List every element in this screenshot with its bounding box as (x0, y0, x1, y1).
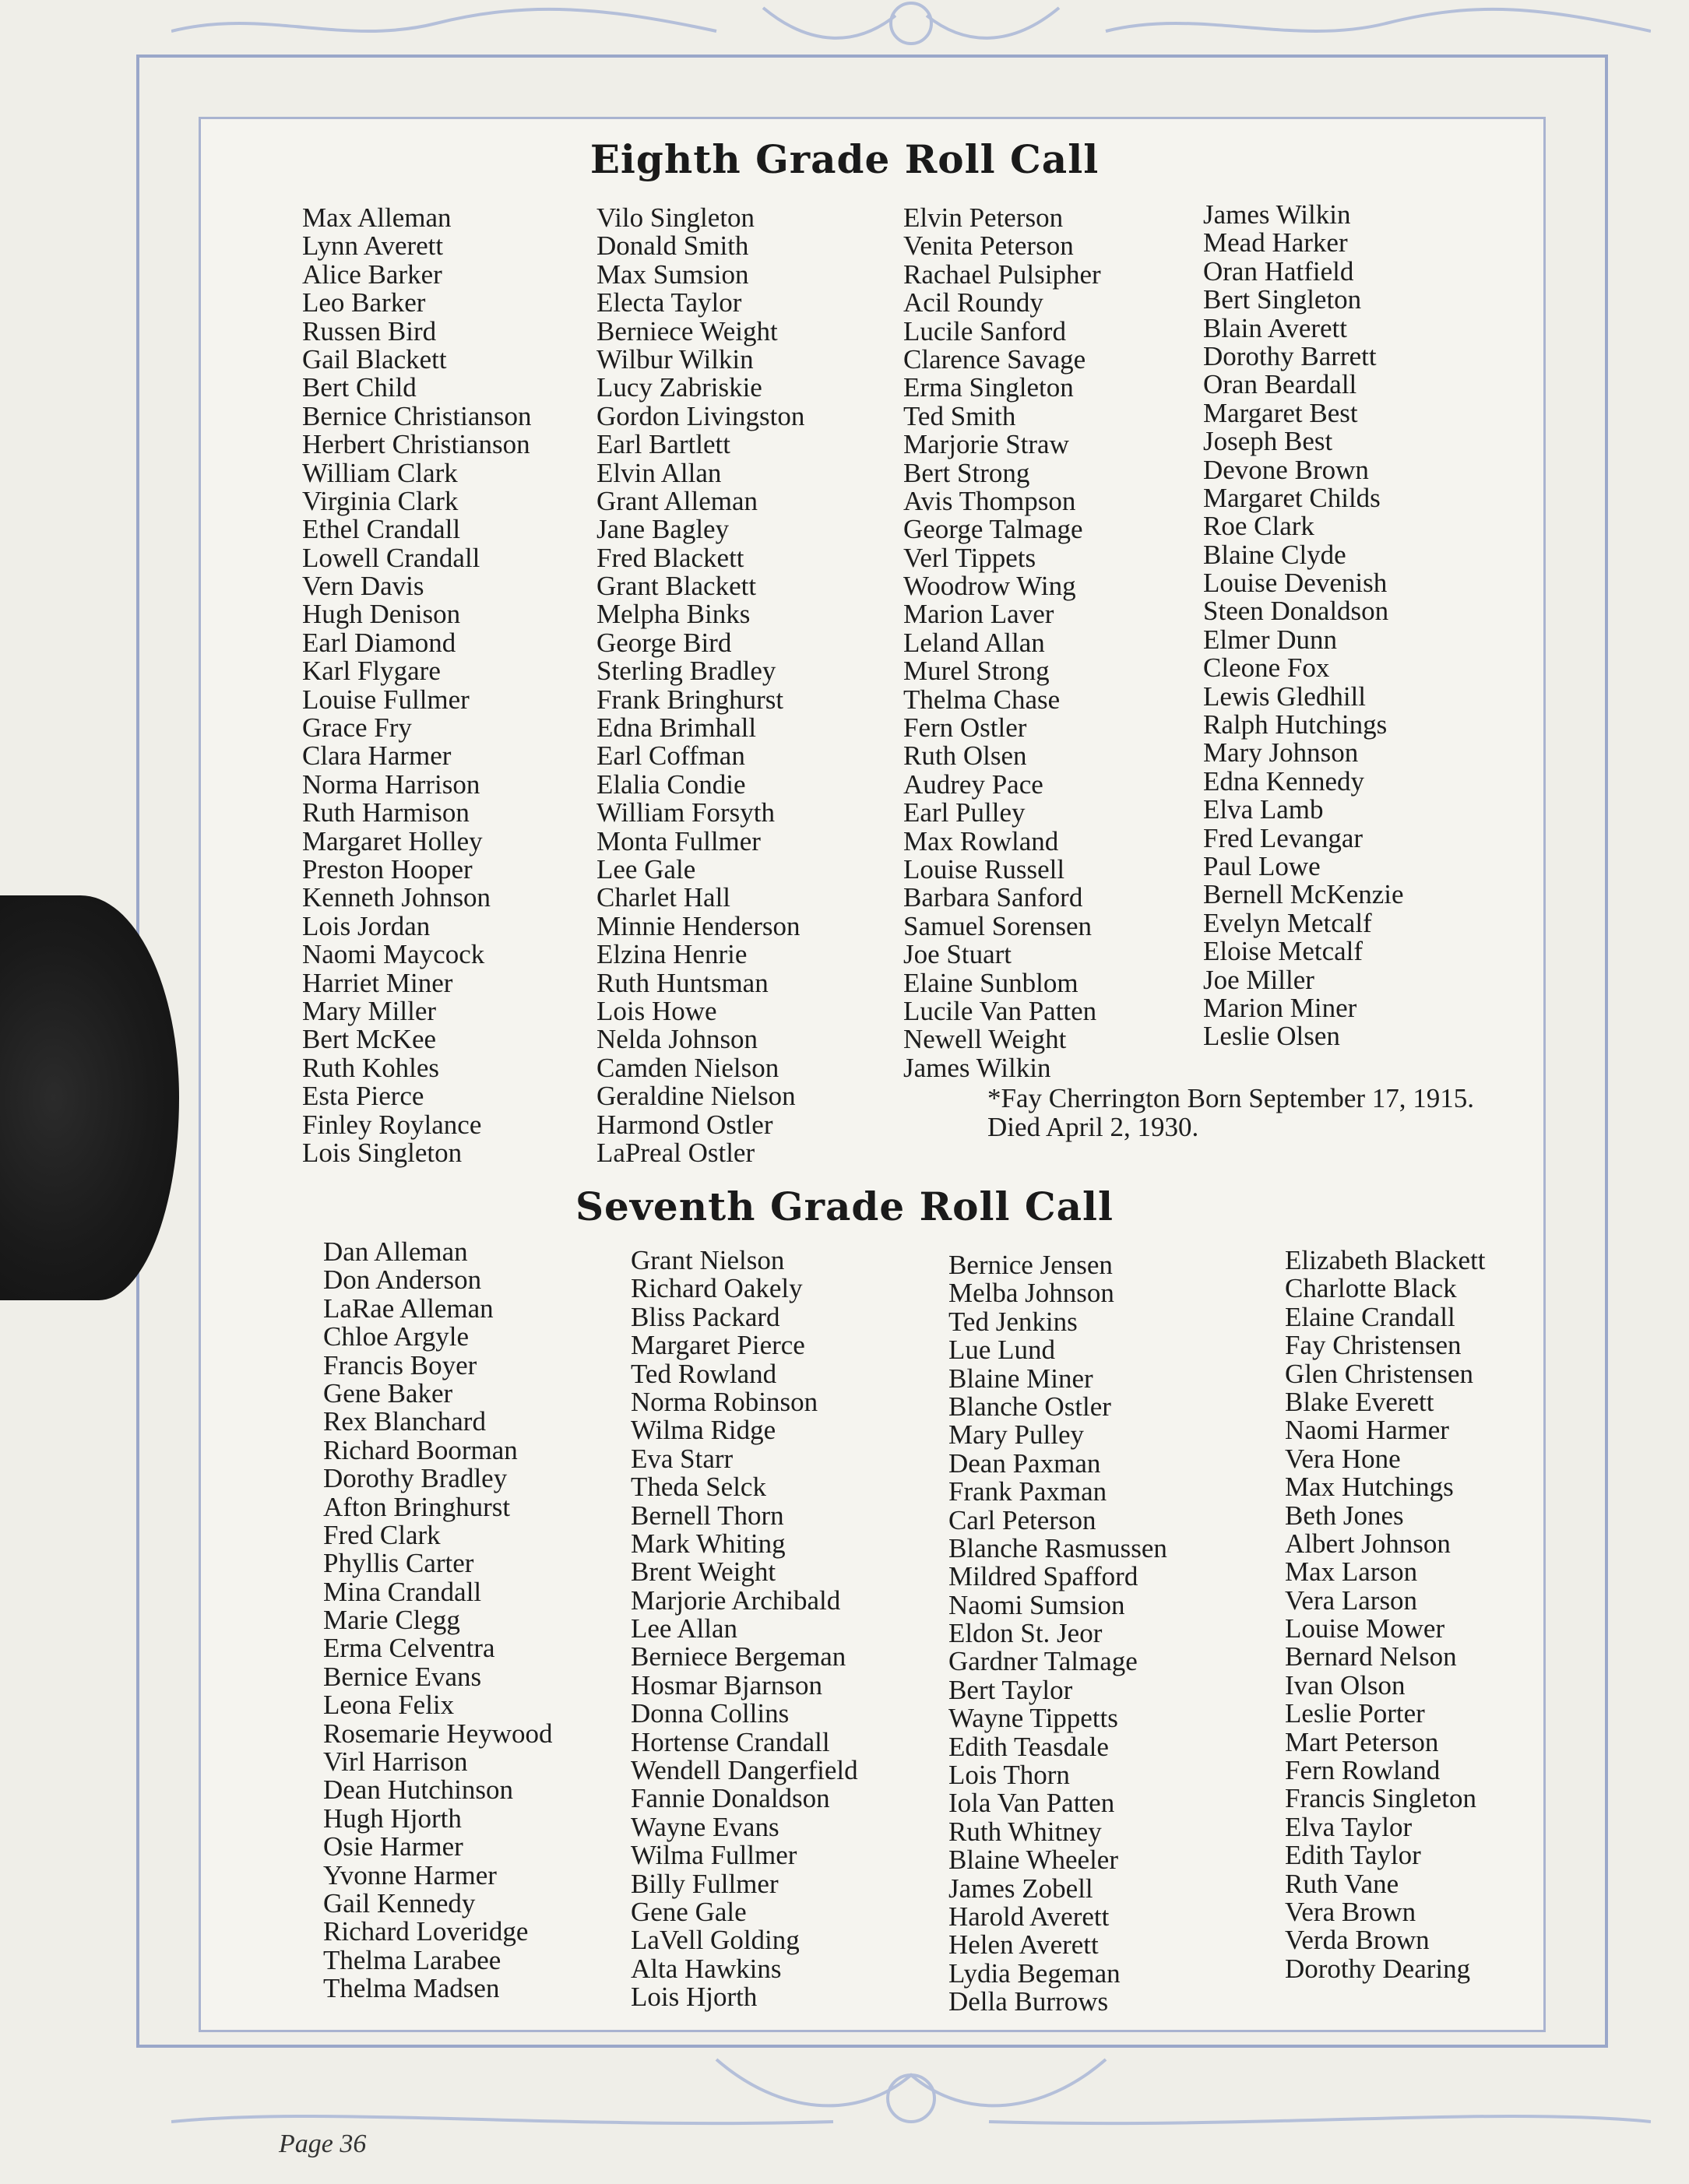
seventh-grade-name: Fannie Donaldson (631, 1783, 830, 1814)
eighth-grade-name: Barbara Sanford (903, 882, 1083, 913)
eighth-grade-name: George Bird (596, 627, 732, 658)
eighth-grade-name: Bert Strong (903, 457, 1030, 488)
eighth-grade-name: Ruth Kohles (302, 1052, 439, 1083)
seventh-grade-name: Dan Alleman (323, 1236, 468, 1267)
seventh-grade-name: Vera Larson (1285, 1584, 1418, 1616)
seventh-grade-name: Ted Jenkins (948, 1306, 1078, 1337)
seventh-grade-name: Gardner Talmage (948, 1646, 1138, 1677)
eighth-grade-name: Naomi Maycock (302, 939, 485, 970)
seventh-grade-name: Leslie Porter (1285, 1698, 1425, 1729)
seventh-grade-name: LaVell Golding (631, 1925, 800, 1956)
eighth-grade-name: Monta Fullmer (596, 825, 761, 856)
seventh-grade-name: Billy Fullmer (631, 1868, 779, 1899)
seventh-grade-name: Marjorie Archibald (631, 1584, 841, 1616)
seventh-grade-name: Bernice Jensen (948, 1250, 1113, 1280)
eighth-grade-name: Mead Harker (1203, 227, 1348, 258)
seventh-grade-name: Richard Boorman (323, 1434, 518, 1465)
eighth-grade-name: Leland Allan (903, 627, 1045, 658)
eighth-grade-name: Elva Lamb (1203, 794, 1324, 825)
seventh-grade-name: Fred Clark (323, 1519, 441, 1550)
eighth-grade-name: Vilo Singleton (596, 202, 755, 233)
seventh-grade-name: Ivan Olson (1285, 1669, 1406, 1700)
eighth-grade-name: Joe Stuart (903, 939, 1012, 970)
eighth-grade-name: Avis Thompson (903, 485, 1076, 516)
eighth-grade-name: Lynn Averett (302, 230, 444, 262)
seventh-grade-name: Blake Everett (1285, 1386, 1434, 1417)
seventh-grade-name: Dorothy Dearing (1285, 1953, 1471, 1984)
eighth-grade-name: Electa Taylor (596, 287, 742, 318)
seventh-grade-name: Margaret Pierce (631, 1330, 805, 1361)
eighth-grade-name: Leo Barker (302, 287, 426, 318)
seventh-grade-name: Glen Christensen (1285, 1358, 1474, 1389)
eighth-grade-name: Herbert Christianson (302, 429, 530, 460)
seventh-grade-name: Gene Baker (323, 1377, 453, 1409)
eighth-grade-name: Fern Ostler (903, 712, 1027, 744)
seventh-grade-name: Blanche Ostler (948, 1391, 1111, 1422)
seventh-grade-name: Mart Peterson (1285, 1726, 1439, 1757)
eighth-grade-name: Donald Smith (596, 230, 749, 262)
eighth-grade-name: Gordon Livingston (596, 400, 805, 431)
eighth-grade-title: Eighth Grade Roll Call (589, 136, 1100, 182)
seventh-grade-name: Afton Bringhurst (323, 1491, 511, 1522)
seventh-grade-name: Albert Johnson (1285, 1528, 1451, 1559)
seventh-grade-name: Lois Hjorth (631, 1982, 758, 2013)
seventh-grade-name: LaRae Alleman (323, 1292, 494, 1324)
seventh-grade-name: Donna Collins (631, 1698, 790, 1729)
eighth-grade-name: Devone Brown (1203, 454, 1369, 485)
seventh-grade-name: Iola Van Patten (948, 1788, 1115, 1819)
seventh-grade-name: Richard Oakely (631, 1273, 803, 1304)
eighth-grade-name: Camden Nielson (596, 1052, 779, 1083)
seventh-grade-name: Don Anderson (323, 1264, 482, 1296)
seventh-grade-name: Osie Harmer (323, 1831, 463, 1862)
eighth-grade-name: James Wilkin (1203, 199, 1351, 230)
seventh-grade-name: Dorothy Bradley (323, 1463, 508, 1494)
eighth-grade-name: Dorothy Barrett (1203, 340, 1377, 371)
seventh-grade-name: Helen Averett (948, 1929, 1099, 1961)
eighth-grade-name: Geraldine Nielson (596, 1081, 796, 1112)
eighth-grade-name: Max Alleman (302, 202, 452, 233)
seventh-grade-name: Wendell Dangerfield (631, 1755, 858, 1786)
eighth-grade-name: Clarence Savage (903, 343, 1086, 375)
seventh-grade-name: Bernard Nelson (1285, 1641, 1457, 1672)
eighth-grade-name: Margaret Childs (1203, 482, 1381, 513)
eighth-grade-name: Joe Miller (1203, 964, 1314, 995)
eighth-grade-name: Max Sumsion (596, 258, 749, 290)
seventh-grade-name: Alta Hawkins (631, 1953, 782, 1984)
seventh-grade-name: Wilma Ridge (631, 1415, 776, 1446)
eighth-grade-name: Harriet Miner (302, 967, 453, 998)
eighth-grade-name: Lois Howe (596, 995, 717, 1026)
eighth-grade-name: Verl Tippets (903, 542, 1036, 573)
eighth-grade-name: Ted Smith (903, 400, 1016, 431)
eighth-grade-name: Alice Barker (302, 258, 442, 290)
seventh-grade-name: Ruth Vane (1285, 1868, 1399, 1899)
eighth-grade-name: Esta Pierce (302, 1081, 424, 1112)
seventh-grade-name: Gail Kennedy (323, 1887, 476, 1918)
seventh-grade-name: Yvonne Harmer (323, 1859, 497, 1890)
eighth-grade-name: Earl Diamond (302, 627, 456, 658)
eighth-grade-name: Karl Flygare (302, 656, 441, 687)
seventh-grade-name: Blaine Wheeler (948, 1845, 1118, 1876)
seventh-grade-name: Blanche Rasmussen (948, 1532, 1167, 1563)
seventh-grade-name: Edith Teasdale (948, 1731, 1109, 1762)
eighth-grade-name: Blain Averett (1203, 312, 1347, 343)
seventh-grade-name: Brent Weight (631, 1556, 776, 1588)
seventh-grade-name: Francis Singleton (1285, 1783, 1476, 1814)
eighth-grade-name: Harmond Ostler (596, 1109, 773, 1140)
seventh-grade-name: Hortense Crandall (631, 1726, 830, 1757)
seventh-grade-name: Bernell Thorn (631, 1500, 784, 1531)
eighth-grade-name: James Wilkin (903, 1052, 1051, 1083)
seventh-grade-name: Edith Taylor (1285, 1840, 1421, 1871)
seventh-grade-name: Leona Felix (323, 1690, 455, 1721)
eighth-grade-name: Minnie Henderson (596, 910, 801, 941)
seventh-grade-name: Bernice Evans (323, 1661, 482, 1692)
seventh-grade-name: Blaine Miner (948, 1363, 1093, 1394)
eighth-grade-name: William Clark (302, 457, 458, 488)
page-number: Page 36 (279, 2129, 367, 2158)
seventh-grade-name: Chloe Argyle (323, 1321, 469, 1352)
seventh-grade-name: Wayne Evans (631, 1811, 779, 1842)
eighth-grade-name: Elaine Sunblom (903, 967, 1078, 998)
eighth-grade-name: Thelma Chase (903, 684, 1061, 715)
seventh-grade-name: Mary Pulley (948, 1419, 1085, 1451)
seventh-grade-name: Carl Peterson (948, 1504, 1096, 1535)
seventh-grade-name: Rosemarie Heywood (323, 1718, 553, 1749)
eighth-grade-name: LaPreal Ostler (596, 1137, 755, 1168)
seventh-grade-column-1 (323, 1238, 553, 2003)
eighth-grade-name: Gail Blackett (302, 343, 447, 375)
seventh-grade-name: Ruth Whitney (948, 1816, 1102, 1847)
eighth-grade-name: Elzina Henrie (596, 939, 748, 970)
eighth-grade-name: Mary Miller (302, 995, 437, 1026)
eighth-grade-name: Rachael Pulsipher (903, 258, 1101, 290)
seventh-grade-name: Elaine Crandall (1285, 1301, 1455, 1332)
seventh-grade-name: Theda Selck (631, 1472, 766, 1503)
eighth-grade-name: Earl Coffman (596, 740, 745, 772)
seventh-grade-name: Hosmar Bjarnson (631, 1669, 822, 1700)
seventh-grade-name: Max Hutchings (1285, 1472, 1454, 1503)
seventh-grade-name: Norma Robinson (631, 1386, 818, 1417)
seventh-grade-name: Lee Allan (631, 1613, 738, 1644)
seventh-grade-name: Harold Averett (948, 1901, 1110, 1932)
eighth-grade-name: Erma Singleton (903, 372, 1074, 403)
eighth-grade-name: Marjorie Straw (903, 429, 1069, 460)
seventh-grade-name: Eva Starr (631, 1443, 734, 1474)
eighth-grade-name: Audrey Pace (903, 768, 1043, 800)
seventh-grade-name: Rex Blanchard (323, 1406, 486, 1437)
seventh-grade-name: Fern Rowland (1285, 1755, 1441, 1786)
eighth-grade-name: Venita Peterson (903, 230, 1074, 262)
seventh-grade-name: Charlotte Black (1285, 1273, 1457, 1304)
eighth-grade-name: Max Rowland (903, 825, 1059, 856)
eighth-grade-name: Nelda Johnson (596, 1024, 758, 1055)
seventh-grade-name: Melba Johnson (948, 1278, 1114, 1309)
eighth-grade-name: Earl Bartlett (596, 429, 731, 460)
seventh-grade-name: Wayne Tippetts (948, 1703, 1118, 1734)
eighth-grade-name: Vern Davis (302, 571, 424, 602)
seventh-grade-column-3 (948, 1251, 1167, 2017)
eighth-grade-name: Lucile Sanford (903, 315, 1066, 346)
eighth-grade-name: Mary Johnson (1203, 737, 1359, 768)
seventh-grade-name: Vera Brown (1285, 1896, 1416, 1927)
eighth-grade-name: Grant Blackett (596, 571, 757, 602)
eighth-grade-name: Fred Blackett (596, 542, 744, 573)
eighth-grade-name: Norma Harrison (302, 768, 480, 800)
bottom-ornament (171, 2036, 1651, 2145)
eighth-grade-name: Russen Bird (302, 315, 437, 346)
seventh-grade-name: Phyllis Carter (323, 1548, 474, 1579)
eighth-grade-name: George Talmage (903, 514, 1083, 545)
seventh-grade-name: Max Larson (1285, 1556, 1418, 1588)
seventh-grade-name: Frank Paxman (948, 1476, 1107, 1507)
seventh-grade-title: Seventh Grade Roll Call (575, 1183, 1114, 1229)
seventh-grade-name: Mina Crandall (323, 1576, 482, 1607)
seventh-grade-name: Hugh Hjorth (323, 1802, 462, 1834)
seventh-grade-name: Vera Hone (1285, 1443, 1401, 1474)
eighth-grade-name: Lewis Gledhill (1203, 681, 1366, 712)
eighth-grade-name: Leslie Olsen (1203, 1021, 1340, 1052)
seventh-grade-name: Lois Thorn (948, 1760, 1070, 1791)
seventh-grade-name: Beth Jones (1285, 1500, 1404, 1531)
eighth-grade-name: Lucy Zabriskie (596, 372, 762, 403)
eighth-grade-name: Earl Pulley (903, 797, 1026, 828)
seventh-grade-name: Dean Hutchinson (323, 1774, 513, 1806)
eighth-grade-name: Marion Laver (903, 599, 1054, 630)
seventh-grade-name: Thelma Madsen (323, 1973, 500, 2004)
seventh-grade-name: Della Burrows (948, 1986, 1109, 2017)
top-ornament (171, 0, 1651, 55)
eighth-grade-name: Ralph Hutchings (1203, 709, 1388, 740)
seventh-grade-name: Francis Boyer (323, 1349, 477, 1380)
seventh-grade-name: Naomi Sumsion (948, 1589, 1125, 1620)
eighth-grade-name: Ethel Crandall (302, 514, 461, 545)
seventh-grade-name: Bert Taylor (948, 1674, 1073, 1705)
eighth-grade-name: Bert Child (302, 372, 417, 403)
eighth-grade-name: Lois Jordan (302, 910, 431, 941)
eighth-grade-name: Lois Singleton (302, 1137, 463, 1168)
eighth-grade-name: Elalia Condie (596, 768, 746, 800)
seventh-grade-name: Lydia Begeman (948, 1957, 1121, 1989)
eighth-grade-name: Hugh Denison (302, 599, 461, 630)
eighth-grade-name: Eloise Metcalf (1203, 936, 1364, 967)
eighth-grade-name: Louise Russell (903, 853, 1065, 885)
eighth-grade-name: Bernell McKenzie (1203, 879, 1404, 910)
eighth-grade-column-3 (903, 204, 1101, 1082)
eighth-grade-column-4 (1203, 201, 1404, 1051)
seventh-grade-column-4 (1285, 1247, 1486, 1983)
seventh-grade-name: Grant Nielson (631, 1245, 785, 1275)
eighth-grade-name: Melpha Binks (596, 599, 751, 630)
eighth-grade-name: Margaret Best (1203, 397, 1358, 428)
eighth-grade-name: Oran Beardall (1203, 369, 1357, 400)
eighth-grade-name: Louise Devenish (1203, 568, 1388, 599)
eighth-grade-name: Margaret Holley (302, 825, 483, 856)
seventh-grade-name: Lue Lund (948, 1335, 1056, 1366)
eighth-grade-name: Fred Levangar (1203, 822, 1364, 853)
eighth-grade-name: Marion Miner (1203, 992, 1357, 1023)
eighth-grade-name: Bert Singleton (1203, 284, 1362, 315)
eighth-grade-name: Preston Hooper (302, 853, 473, 885)
seventh-grade-name: James Zobell (948, 1873, 1093, 1904)
eighth-grade-name: Joseph Best (1203, 426, 1333, 457)
eighth-grade-name: Edna Kennedy (1203, 765, 1365, 797)
seventh-grade-name: Ted Rowland (631, 1358, 777, 1389)
eighth-grade-name: Kenneth Johnson (302, 882, 491, 913)
eighth-grade-column-1 (302, 204, 532, 1167)
seventh-grade-name: Richard Loveridge (323, 1916, 529, 1947)
eighth-grade-name: Grace Fry (302, 712, 412, 744)
eighth-grade-name: Newell Weight (903, 1024, 1067, 1055)
seventh-grade-name: Mark Whiting (631, 1528, 786, 1559)
seventh-grade-name: Gene Gale (631, 1896, 747, 1927)
seventh-grade-name: Dean Paxman (948, 1447, 1101, 1479)
eighth-grade-name: Lowell Crandall (302, 542, 480, 573)
eighth-grade-name: Elmer Dunn (1203, 624, 1338, 655)
eighth-grade-name: Clara Harmer (302, 740, 452, 772)
eighth-grade-column-2 (596, 204, 804, 1167)
eighth-grade-name: Charlet Hall (596, 882, 731, 913)
eighth-grade-name: Elvin Peterson (903, 202, 1064, 233)
eighth-grade-name: Paul Lowe (1203, 850, 1321, 881)
eighth-grade-name: Grant Alleman (596, 485, 758, 516)
eighth-grade-name: Elvin Allan (596, 457, 722, 488)
seventh-grade-name: Fay Christensen (1285, 1330, 1462, 1361)
eighth-grade-name: Evelyn Metcalf (1203, 907, 1372, 938)
seventh-grade-column-2 (631, 1247, 858, 2012)
seventh-grade-name: Verda Brown (1285, 1925, 1430, 1956)
eighth-grade-name: Oran Hatfield (1203, 255, 1354, 287)
eighth-grade-name: Acil Roundy (903, 287, 1043, 318)
eighth-grade-name: Ruth Harmison (302, 797, 470, 828)
eighth-grade-name: Lee Gale (596, 853, 696, 885)
seventh-grade-name: Thelma Larabee (323, 1944, 501, 1975)
seventh-grade-name: Eldon St. Jeor (948, 1618, 1103, 1649)
seventh-grade-name: Erma Celventra (323, 1633, 495, 1664)
seventh-grade-name: Naomi Harmer (1285, 1415, 1449, 1446)
seventh-grade-name: Elizabeth Blackett (1285, 1245, 1486, 1275)
eighth-grade-name: Woodrow Wing (903, 571, 1076, 602)
seventh-grade-name: Marie Clegg (323, 1605, 460, 1636)
eighth-grade-name: Samuel Sorensen (903, 910, 1093, 941)
memorial-note: *Fay Cherrington Born September 17, 1915. Died April 2, 1930. (987, 1083, 1475, 1142)
seventh-grade-name: Elva Taylor (1285, 1811, 1413, 1842)
eighth-grade-name: Sterling Bradley (596, 656, 776, 687)
seventh-grade-name: Wilma Fullmer (631, 1840, 797, 1871)
eighth-grade-name: Lucile Van Patten (903, 995, 1097, 1026)
eighth-grade-name: William Forsyth (596, 797, 776, 828)
eighth-grade-name: Blaine Clyde (1203, 539, 1346, 570)
eighth-grade-name: Murel Strong (903, 656, 1050, 687)
eighth-grade-name: Jane Bagley (596, 514, 730, 545)
eighth-grade-name: Ruth Huntsman (596, 967, 769, 998)
eighth-grade-name: Steen Donaldson (1203, 596, 1389, 627)
eighth-grade-name: Ruth Olsen (903, 740, 1027, 772)
seventh-grade-name: Bliss Packard (631, 1301, 780, 1332)
seventh-grade-name: Mildred Spafford (948, 1561, 1138, 1592)
eighth-grade-name: Bert McKee (302, 1024, 437, 1055)
seventh-grade-name: Berniece Bergeman (631, 1641, 846, 1672)
seventh-grade-name: Louise Mower (1285, 1613, 1445, 1644)
seventh-grade-name: Virl Harrison (323, 1746, 468, 1778)
eighth-grade-name: Cleone Fox (1203, 652, 1330, 684)
eighth-grade-name: Roe Clark (1203, 511, 1314, 542)
eighth-grade-name: Wilbur Wilkin (596, 343, 754, 375)
eighth-grade-name: Finley Roylance (302, 1109, 482, 1140)
eighth-grade-name: Frank Bringhurst (596, 684, 784, 715)
eighth-grade-name: Virginia Clark (302, 485, 459, 516)
eighth-grade-name: Edna Brimhall (596, 712, 757, 744)
eighth-grade-name: Louise Fullmer (302, 684, 470, 715)
eighth-grade-name: Bernice Christianson (302, 400, 532, 431)
eighth-grade-name: Berniece Weight (596, 315, 778, 346)
